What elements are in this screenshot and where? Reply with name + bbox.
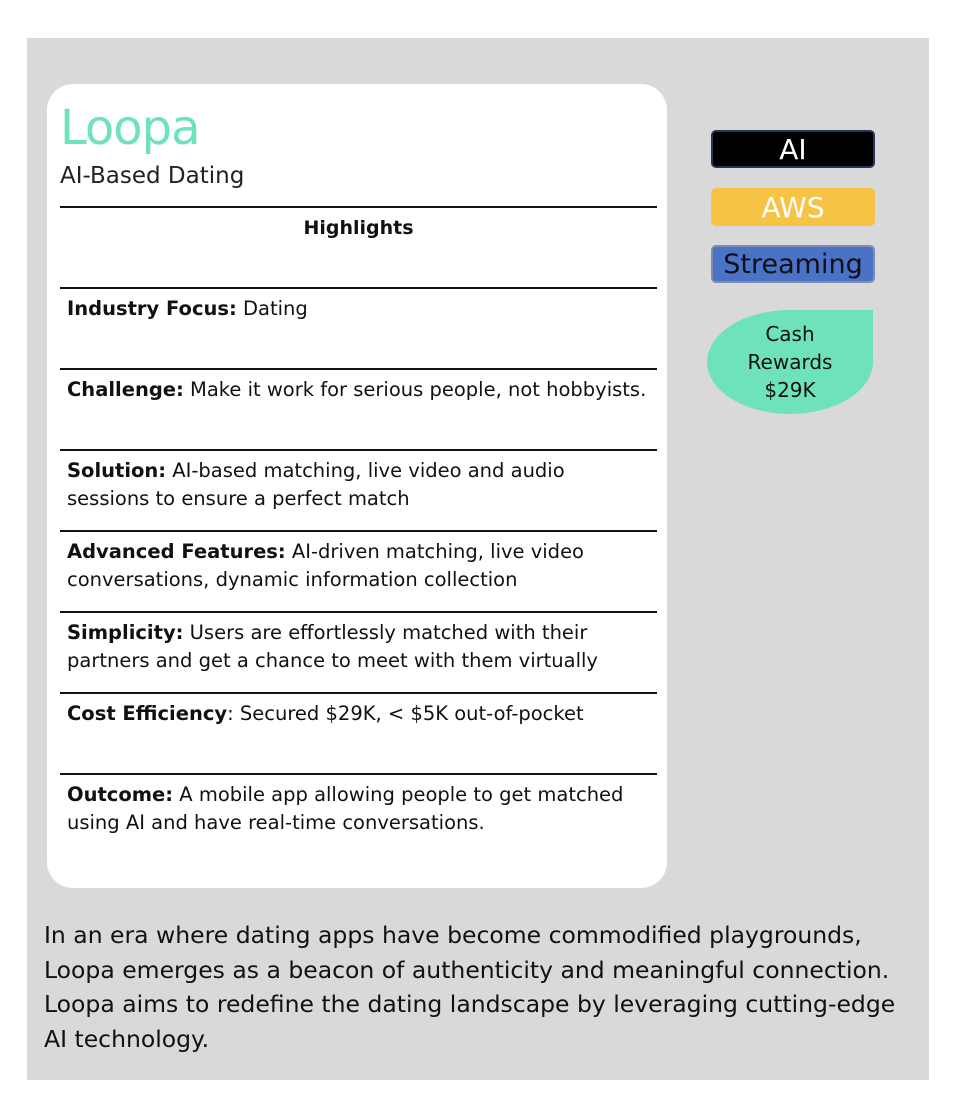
- row-label: Industry Focus:: [67, 297, 237, 320]
- row-label: Outcome:: [67, 783, 174, 806]
- badge-line-cash: Cash: [765, 322, 815, 346]
- row-text: AI-driven matching, live video conversations, dynamic information collection: [67, 540, 584, 591]
- tag-ai: AI: [711, 130, 875, 168]
- row-industry-focus: [60, 287, 657, 368]
- row-solution: [60, 449, 657, 530]
- row-advanced-features: [60, 530, 657, 611]
- row-label: Simplicity:: [67, 621, 184, 644]
- case-study-panel: [27, 38, 929, 1080]
- row-text: AI-based matching, live video and audio sessions to ensure a perfect match: [67, 459, 565, 510]
- cash-rewards-badge: [707, 310, 873, 414]
- tag-aws: AWS: [711, 188, 875, 226]
- tag-streaming: Streaming: [711, 245, 875, 283]
- row-text: Make it work for serious people, not hobbyists.: [183, 378, 647, 401]
- row-label: Solution:: [67, 459, 167, 482]
- badge-line-rewards: Rewards: [747, 350, 833, 374]
- row-text: : Secured $29K, < $5K out-of-pocket: [227, 702, 584, 725]
- row-text: Users are effortlessly matched with their partners and get a chance to meet with them virtually: [67, 621, 598, 672]
- project-title: Loopa: [60, 100, 200, 156]
- row-text: A mobile app allowing people to get matched using AI and have real-time conversations.: [67, 783, 624, 834]
- row-label: Cost Efficiency: [67, 702, 228, 725]
- project-description: In an era where dating apps have become commodified playgrounds, Loopa emerges as a beacon of authenticity and meaningful connection. Loopa aims to redefine the dating landscape by leveraging cutting-edge AI technology.: [44, 921, 896, 1053]
- row-challenge: [60, 368, 657, 449]
- row-simplicity: [60, 611, 657, 692]
- highlights-heading: Highlights: [60, 206, 657, 287]
- highlights-table: [60, 206, 657, 854]
- project-subtitle: AI-Based Dating: [60, 163, 245, 189]
- highlights-card: [47, 84, 667, 888]
- row-label: Advanced Features:: [67, 540, 286, 563]
- badge-amount: $29K: [764, 378, 816, 402]
- row-cost-efficiency: [60, 692, 657, 773]
- row-outcome: [60, 773, 657, 854]
- row-text: Dating: [236, 297, 308, 320]
- row-label: Challenge:: [67, 378, 184, 401]
